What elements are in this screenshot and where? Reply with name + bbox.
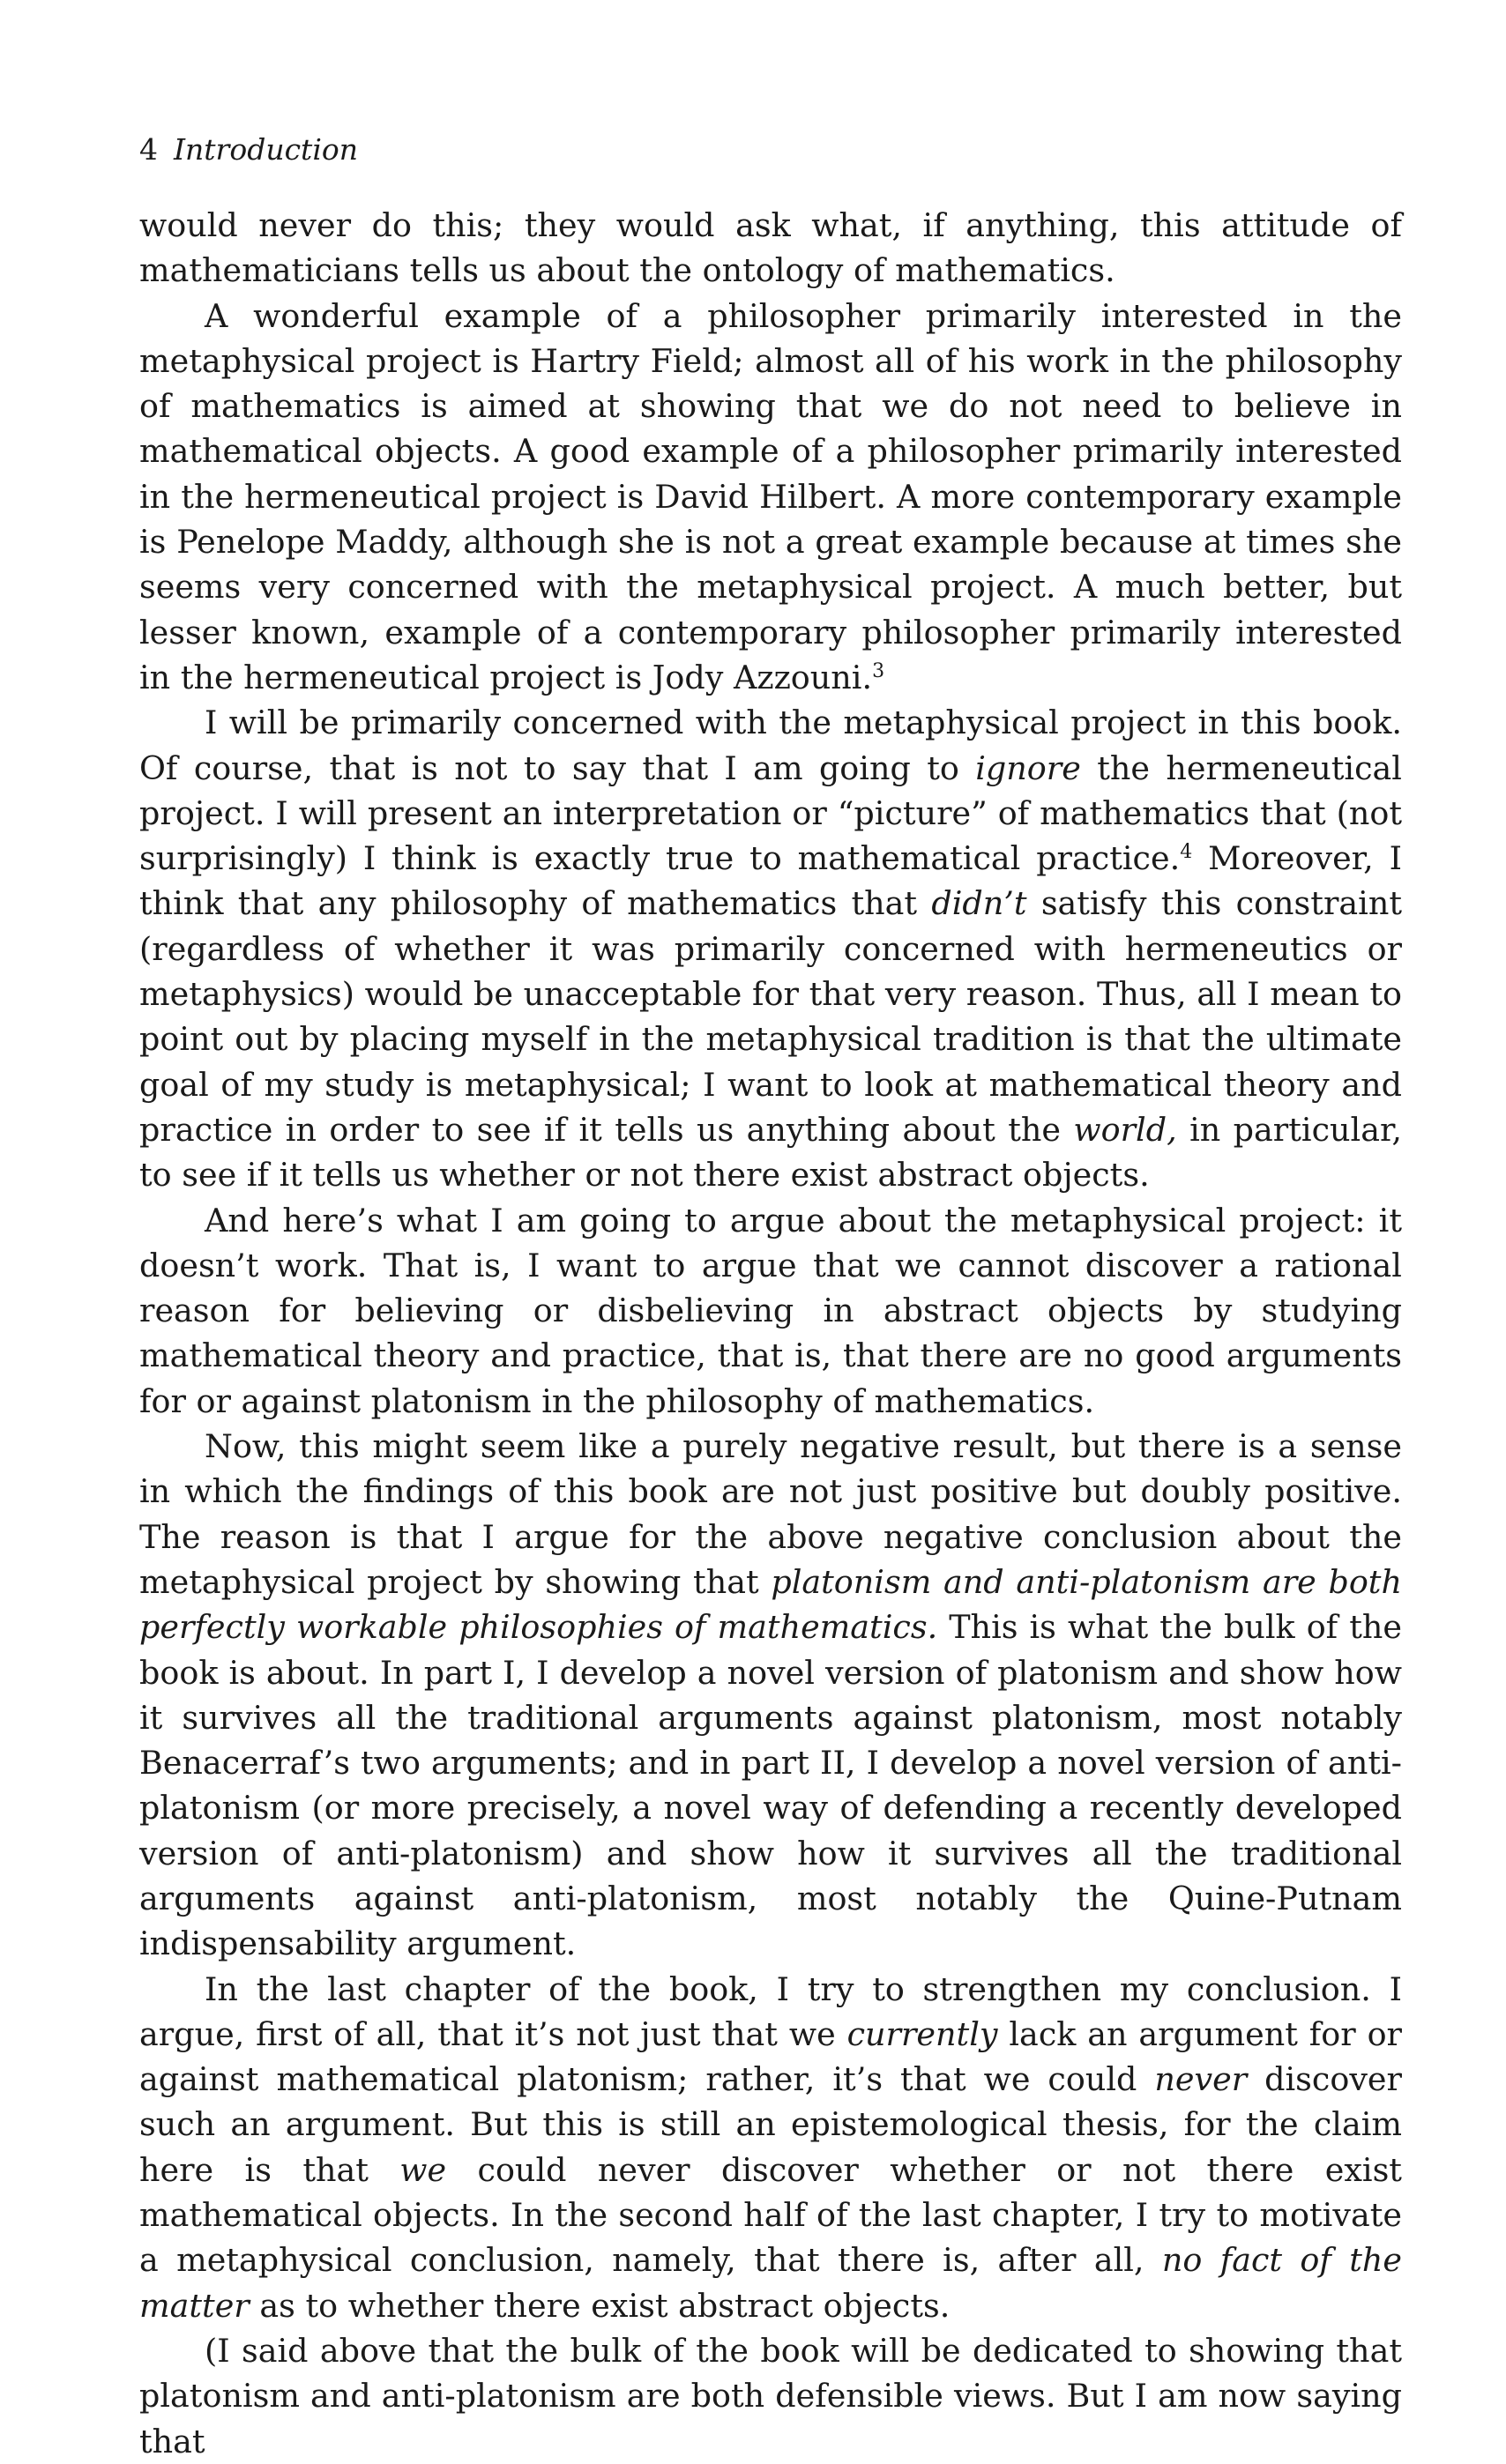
section-title: Introduction [174, 132, 358, 167]
page-number: 4 [139, 132, 158, 167]
emphasis: platonism and anti-platonism are both perfectly workable philosophies of mathematics. [139, 1562, 1402, 1647]
paragraph: In the last chapter of the book, I try to strengthen my conclusion. I argue, first of all, that it’s not just that we currently lack an argument for or against mathematical platonism; rather, it’s that we could never discover such an argument. But this is still an epistemological thesis, for the claim here is that we could never discover whether or not there exist mathematical objects. In the second half of the last chapter, I try to motivate a metaphysical conclusion, namely, that there is, after all, no fact of the matter as to whether there exist abstract objects. [139, 1969, 1402, 2325]
emphasis: never [1154, 2060, 1248, 2099]
emphasis: currently [846, 2014, 998, 2053]
paragraph: would never do this; they would ask what, if anything, this attitude of mathematicians tells us about the ontology of mathematics. [139, 206, 1402, 290]
emphasis: world, [1073, 1110, 1177, 1149]
running-head [139, 132, 358, 167]
emphasis: didn’t [931, 884, 1027, 923]
paragraph: (I said above that the bulk of the book will be dedicated to showing that platonism and anti-platonism are both defensible views. But I am now saying that [139, 2331, 1402, 2460]
footnote-marker: 3 [872, 659, 885, 682]
body-text [139, 203, 1402, 2464]
emphasis: we [399, 2150, 447, 2189]
paragraph: Now, this might seem like a purely negative result, but there is a sense in which the findings of this book are not just positive but doubly positive. The reason is that I argue for the above negative conclusion about the metaphysical project by showing that platonism and anti-platonism are both perfectly workable philosophies of mathematics. This is what the bulk of the book is about. In part I, I develop a novel version of platonism and show how it survives all the traditional arguments against platonism, most notably Benacerraf’s two arguments; and in part II, I develop a novel version of anti-platonism (or more precisely, a novel way of defending a recently developed version of anti-platonism) and show how it survives all the traditional arguments against anti-platonism, most notably the Quine-Putnam indispensability argument. [139, 1427, 1402, 1963]
paragraph: A wonderful example of a philosopher primarily interested in the metaphysical project is Hartry Field; almost all of his work in the philosophy of mathematics is aimed at showing that we do not need to believe in mathematical objects. A good example of a philosopher primarily interested in the hermeneutical project is David Hilbert. A more contemporary example is Penelope Maddy, although she is not a great example because at times she seems very concerned with the metaphysical project. A much better, but lesser known, example of a contemporary philosopher primarily interested in the hermeneutical project is Jody Azzouni.$^3$ [139, 296, 1402, 696]
footnote-marker: 4 [1180, 841, 1193, 863]
emphasis: no fact of the matter [139, 2241, 1402, 2325]
paragraph: And here’s what I am going to argue about the metaphysical project: it doesn’t work. That is, I want to argue that we cannot discover a rational reason for believing or disbelieving in abstract objects by studying mathematical theory and practice, that is, that there are no good arguments for or against platonism in the philosophy of mathematics. [139, 1201, 1402, 1420]
paragraph: I will be primarily concerned with the metaphysical project in this book. Of course, that is not to say that I am going to ignore the hermeneutical project. I will present an interpretation or “picture” of mathematics that (not surprisingly) I think is exactly true to mathematical practice.$^4$ Moreover, I think that any philosophy of mathematics that didn’t satisfy this constraint (regardless of whether it was primarily concerned with hermeneutics or metaphysics) would be unacceptable for that very reason. Thus, all I mean to point out by placing myself in the metaphysical tradition is that the ultimate goal of my study is metaphysical; I want to look at mathematical theory and practice in order to see if it tells us anything about the world, in particular, to see if it tells us whether or not there exist abstract objects. [139, 703, 1403, 1195]
emphasis: ignore [975, 748, 1081, 787]
